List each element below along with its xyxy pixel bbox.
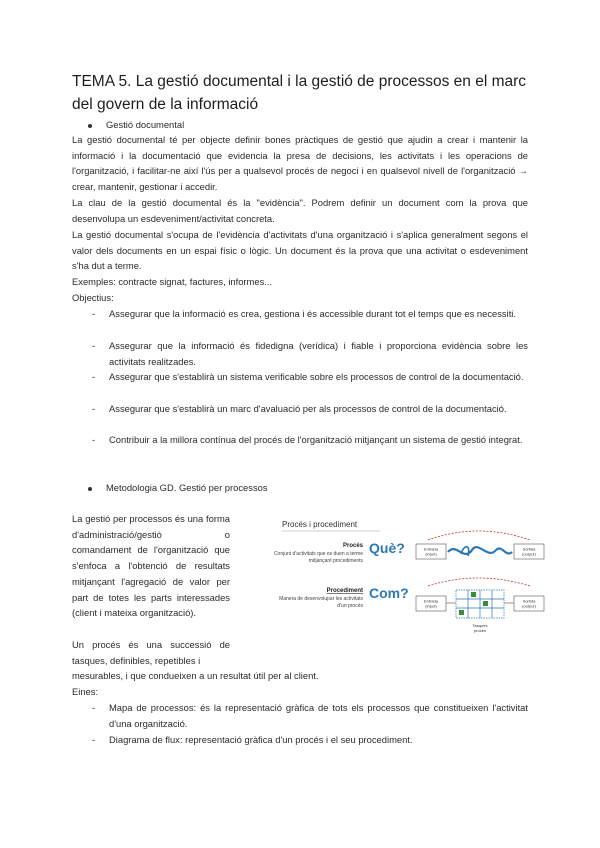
section-bullet-gestio-documental	[88, 118, 184, 132]
dash-marker: -	[92, 308, 96, 319]
diagram-title: Procés i procediment	[282, 520, 358, 529]
section-heading: Metodologia GD. Gestió per processos	[106, 482, 268, 493]
procediment-definition-line1: Manera de desenvolupar les activitats	[279, 596, 363, 602]
bullet-dot	[88, 124, 92, 128]
paragraph-scope: La gestió documental s'ocupa de l'evidència d'activitats d'una organització i s'aplica generalment segons el valor dels documents en un espai físic o lògic. Un document és la prova que una activitat o esdeveniment s'ha dut a terme.	[72, 229, 528, 272]
objectives-label: Objectius:	[72, 292, 114, 303]
paragraph-process-definition-end: mesurables, i que condueixen a un resultat útil per al client.	[72, 670, 319, 681]
tool-item: - Mapa de processos: és la representació gràfica de tots els processos que constitueixen l'activitat d'una organització.	[92, 702, 528, 729]
process-squiggle	[448, 547, 512, 554]
paragraph-definition: La gestió documental té per objecte definir bones pràctiques de gestió que ajudin a crear i mantenir la informació i la documentació que evidencia la presa de decisions, les activitats i les operacions de l'organització, i facilitar-ne així l'ús per a qualsevol procés de negoci i en qualsevol nivell de l'organització → crear, mantenir, gestionar i accedir.	[72, 134, 528, 192]
page-title: TEMA 5. La gestió documental i la gestió de processos en el marc del govern de la informació	[72, 73, 527, 113]
objective-item: - Assegurar que la informació es crea, gestiona i és accessible durant tot el temps que es necessiti.	[92, 306, 528, 322]
entrada-text-line2-2: (input)	[425, 603, 437, 609]
dash-marker: -	[92, 734, 96, 745]
dash-marker: -	[92, 403, 96, 414]
dash-marker: -	[92, 702, 96, 713]
objective-item: - Assegurar que s'establirà un sistema verificable sobre els processos de control de la documentació.	[92, 369, 528, 385]
paragraph-examples: Exemples: contracte signat, factures, informes...	[72, 276, 273, 287]
bullet-dot	[88, 487, 92, 491]
entrada-text-line2: (input)	[425, 551, 437, 557]
que-label: Què?	[369, 540, 405, 556]
paragraph-process-definition: Un procés és una successió de tasques, definibles, repetibles i	[72, 639, 230, 666]
sortida-text-line1: Sortida	[522, 546, 536, 552]
section-heading: Gestió documental	[106, 119, 185, 130]
sortida-text-line2-2: (output)	[522, 603, 536, 609]
dash-marker: -	[92, 434, 96, 445]
procedure-grid-marks	[459, 592, 488, 615]
proces-label: Procés	[342, 543, 363, 549]
paragraph-process-management: La gestió per processos és una forma d'administració/gestió o comandament de l'organització que s'enfoca a l'obtenció de resultats mitjançant l'agregació de valor per part de totes les parts interessades (client i mateixa organització).	[72, 513, 230, 619]
flow-arc-top	[428, 531, 530, 540]
tasques-text-line2: procés	[473, 628, 487, 633]
tool-item: - Diagrama de flux: representació gràfica d'un procés i el seu procediment.	[92, 732, 528, 748]
dash-marker: -	[92, 340, 96, 351]
objective-item: - Contribuir a la millora contínua del procés de l'organització mitjançant un sistema de gestió integrat.	[92, 432, 528, 448]
dash-marker: -	[92, 371, 96, 382]
paragraph-evidence: La clau de la gestió documental és la "evidència". Podrem definir un document com la prova que desenvolupa un esdeveniment/activitat concreta.	[72, 197, 528, 224]
procediment-definition-line2: d'un procés	[337, 603, 363, 609]
process-procedure-diagram	[268, 514, 558, 646]
proces-definition-line1: Conjunt d'activitats que es duen a terme	[273, 551, 363, 557]
entrada-text-line1: Entrada	[423, 546, 439, 552]
com-label: Com?	[369, 585, 409, 601]
tasques-text-line1: Tasques	[472, 623, 488, 628]
proces-definition-line2: mitjançant procediments	[308, 558, 363, 564]
objective-item: - Assegurar que s'establirà un marc d'avaluació per als processos de control de la documentació.	[92, 401, 528, 417]
objective-item: - Assegurar que la informació és fidedigna (verídica) i fiable i proporciona evidència sobre les activitats realitzades.	[92, 340, 528, 367]
entrada-text-line1-2: Entrada	[423, 598, 439, 604]
flow-arc-bottom	[428, 578, 530, 586]
sortida-text-line2: (output)	[522, 551, 536, 557]
procediment-label: Procediment	[326, 588, 363, 594]
section-bullet-metodologia	[88, 481, 268, 495]
sortida-text-line1-2: Sortida	[522, 598, 536, 604]
tools-label: Eines:	[72, 686, 99, 697]
